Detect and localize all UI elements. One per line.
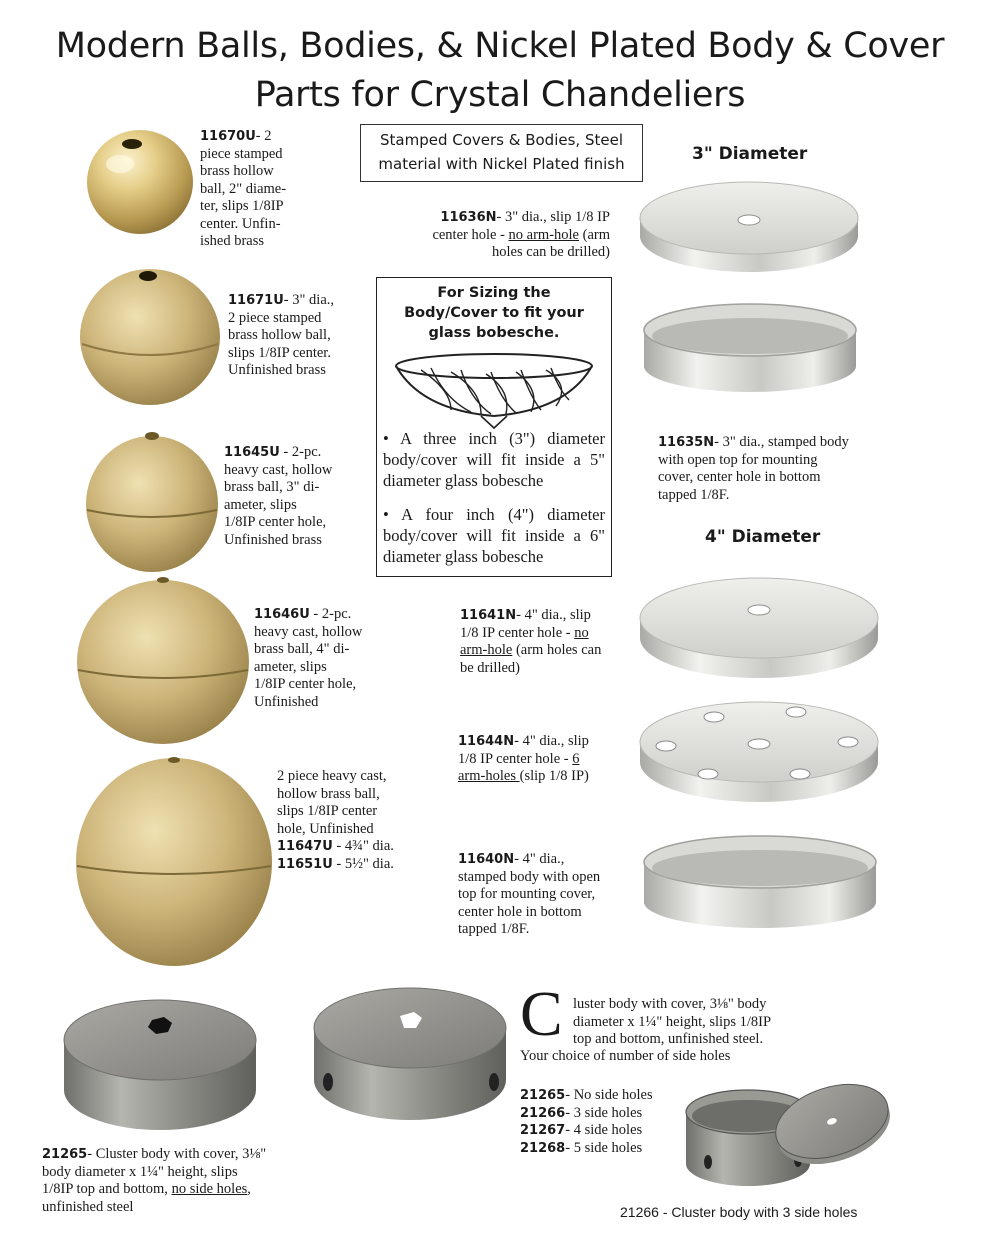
desc-line: top for mounting cover, [458,886,596,902]
cluster-option-code: 21265 [520,1088,566,1103]
desc-line: - 3 side holes [565,1104,643,1121]
ball-11645u-code: 11645U [224,445,280,460]
ball-11671u-description [228,292,348,380]
desc-line: - 2-pc. [309,606,352,622]
desc-line: center. Unfin- [200,215,281,232]
desc-underlined: 6 [572,750,580,767]
desc-line: center hole - [432,226,509,243]
part-11640n-description [458,851,616,939]
cluster-dropcap: C [520,978,563,1049]
part-11640n-code: 11640N [458,852,515,867]
desc-line: ameter, slips [254,658,327,675]
part-11636n-code: 11636N [440,210,497,225]
heading-3-inch: 3" Diameter [692,144,808,164]
desc-line: stamped body with open [458,868,601,885]
desc-line: Unfinished brass [224,531,322,548]
stamped-covers-box [360,124,643,182]
desc-line: body diameter x 1¼" height, slips [42,1163,238,1180]
ball-11647u-description [277,768,407,873]
desc-line: ball, 2" diame- [200,180,287,197]
cluster-21265-description [42,1146,277,1216]
part-11644n-description [458,733,628,786]
desc-line: be drilled) [460,659,520,676]
desc-underlined: arm-hole [460,642,513,658]
desc-line: (arm holes can [512,642,602,658]
cluster-body-no-holes-image [60,990,260,1140]
desc-line: - 5½" dia. [332,855,394,872]
sizing-title-line-1: For Sizing the [437,285,551,301]
nickel-cover-4in-6-holes-image [636,692,882,810]
cluster-option-code: 21266 [520,1105,566,1121]
desc-line: 2 piece heavy cast, [277,768,387,784]
cluster-body-side-holes-image [310,980,510,1130]
cast-brass-ball-3in-image [80,428,224,576]
nickel-body-4in-image [640,832,880,932]
ball-11645u-description [224,444,349,549]
desc-line: 1/8IP center hole, [254,676,357,692]
cluster-description [573,996,798,1049]
desc-line: brass hollow [200,163,274,179]
cluster-21265-code: 21265 [42,1147,88,1162]
desc-line: - Cluster body with cover, 3⅛" [87,1146,267,1162]
cast-brass-ball-4in-image [72,574,254,746]
cluster-body-open-with-lid-image [680,1072,894,1196]
ball-11651u-code: 11651U [277,856,333,872]
part-11636n-description [410,209,610,262]
page-title-line-2: Parts for Crystal Chandeliers [254,75,746,115]
sizing-title-line-2: Body/Cover to fit your [404,305,584,321]
desc-line: brass hollow ball, [228,327,331,343]
desc-line: - 2 [255,128,272,144]
desc-line: ter, slips 1/8IP [200,198,284,214]
part-11635n-code: 11635N [658,435,715,450]
brass-ball-2in-image [80,124,200,239]
desc-line: - 3" dia., [283,292,335,308]
desc-line: 1/8 IP center hole - [460,624,575,641]
desc-line: 1/8IP center hole, [224,514,327,530]
desc-line: , [247,1181,251,1197]
cluster-image-caption: 21266 - Cluster body with 3 side holes [620,1204,858,1220]
desc-line: 1/8 IP center hole - [458,750,573,767]
desc-line: diameter x 1¼" height, slips 1/8IP [573,1013,772,1030]
desc-line: slips 1/8IP center. [228,344,331,361]
desc-line: center hole in bottom [458,903,582,920]
page-title-line-1: Modern Balls, Bodies, & Nickel Plated Body & Cover [55,26,945,66]
desc-line: hole, Unfinished [277,820,374,837]
desc-line: tapped 1/8F. [658,486,730,503]
cluster-option-code: 21267 [520,1123,566,1138]
ball-11670u-description [200,128,310,251]
ball-11646u-description [254,606,379,711]
desc-line: (arm [579,226,610,243]
desc-line: - 4" dia., [514,851,565,867]
ball-11671u-code: 11671U [228,293,284,308]
desc-line: ameter, slips [224,496,297,513]
ball-11647u-code: 11647U [277,839,333,854]
part-11635n-description [658,434,881,504]
desc-line: - 4¾" dia. [332,838,394,854]
brass-ball-3in-image [76,266,224,408]
cluster-description-line-4: Your choice of number of side holes [520,1048,731,1064]
desc-underlined: no arm-hole [508,226,579,243]
ball-11670u-code: 11670U [200,129,256,144]
desc-line: with open top for mounting [658,451,818,468]
nickel-cover-4in-image [636,570,882,685]
desc-line: heavy cast, hollow [224,461,333,478]
desc-line: - 2-pc. [279,444,322,460]
desc-line: cover, center hole in bottom [658,469,821,485]
cluster-options-list [520,1087,690,1157]
desc-line: piece stamped [200,145,283,162]
part-11644n-code: 11644N [458,734,515,749]
desc-line: 2 piece stamped [228,309,322,326]
desc-line: luster body with cover, 3⅛" body [573,996,767,1012]
cast-brass-ball-large-image [72,754,276,968]
desc-line: Unfinished brass [228,362,326,378]
stamped-box-line-1: Stamped Covers & Bodies, Steel [380,131,623,149]
desc-underlined: no [574,624,589,641]
desc-line: (slip 1/8 IP) [519,768,589,784]
sizing-info-box [376,277,612,577]
desc-underlined: arm-holes [458,768,520,784]
sizing-title-line-3: glass bobesche. [428,325,560,341]
desc-line: 1/8IP top and bottom, [42,1181,172,1197]
part-11641n-code: 11641N [460,608,517,623]
desc-line: tapped 1/8F. [458,921,530,937]
nickel-body-3in-image [640,300,860,396]
desc-underlined: no side holes [171,1181,248,1197]
desc-line: holes can be drilled) [492,244,610,260]
desc-line: - 4" dia., slip [516,607,591,623]
desc-line: top and bottom, unfinished steel. [573,1031,764,1047]
stamped-box-line-2: material with Nickel Plated finish [378,155,625,173]
desc-line: - 3" dia., stamped body [714,434,849,450]
desc-line: hollow brass ball, [277,785,380,802]
desc-line: - 5 side holes [565,1139,643,1156]
desc-line: - 4" dia., slip [514,733,589,749]
desc-line: - 4 side holes [565,1122,643,1138]
desc-line: Unfinished [254,693,319,710]
sizing-bullet-4in: • A four inch (4") diameter body/cover will fit inside a 6" diameter glass bobesche [383,505,605,566]
heading-4-inch: 4" Diameter [705,527,821,547]
nickel-cover-3in-image [636,176,862,276]
desc-line: brass ball, 4" di- [254,641,350,657]
ball-11646u-code: 11646U [254,607,310,622]
cluster-option-code: 21268 [520,1140,566,1156]
desc-line: heavy cast, hollow [254,623,363,640]
desc-line: - No side holes [565,1087,653,1103]
desc-line: - 3" dia., slip 1/8 IP [496,209,610,225]
desc-line: brass ball, 3" di- [224,479,320,495]
desc-line: unfinished steel [42,1198,134,1215]
glass-bobesche-drawing [391,350,597,430]
sizing-bullet-3in: • A three inch (3") diameter body/cover will fit inside a 5" diameter glass bobesche [383,429,605,490]
part-11641n-description [460,607,625,677]
desc-line: slips 1/8IP center [277,803,378,819]
desc-line: ished brass [200,233,265,249]
